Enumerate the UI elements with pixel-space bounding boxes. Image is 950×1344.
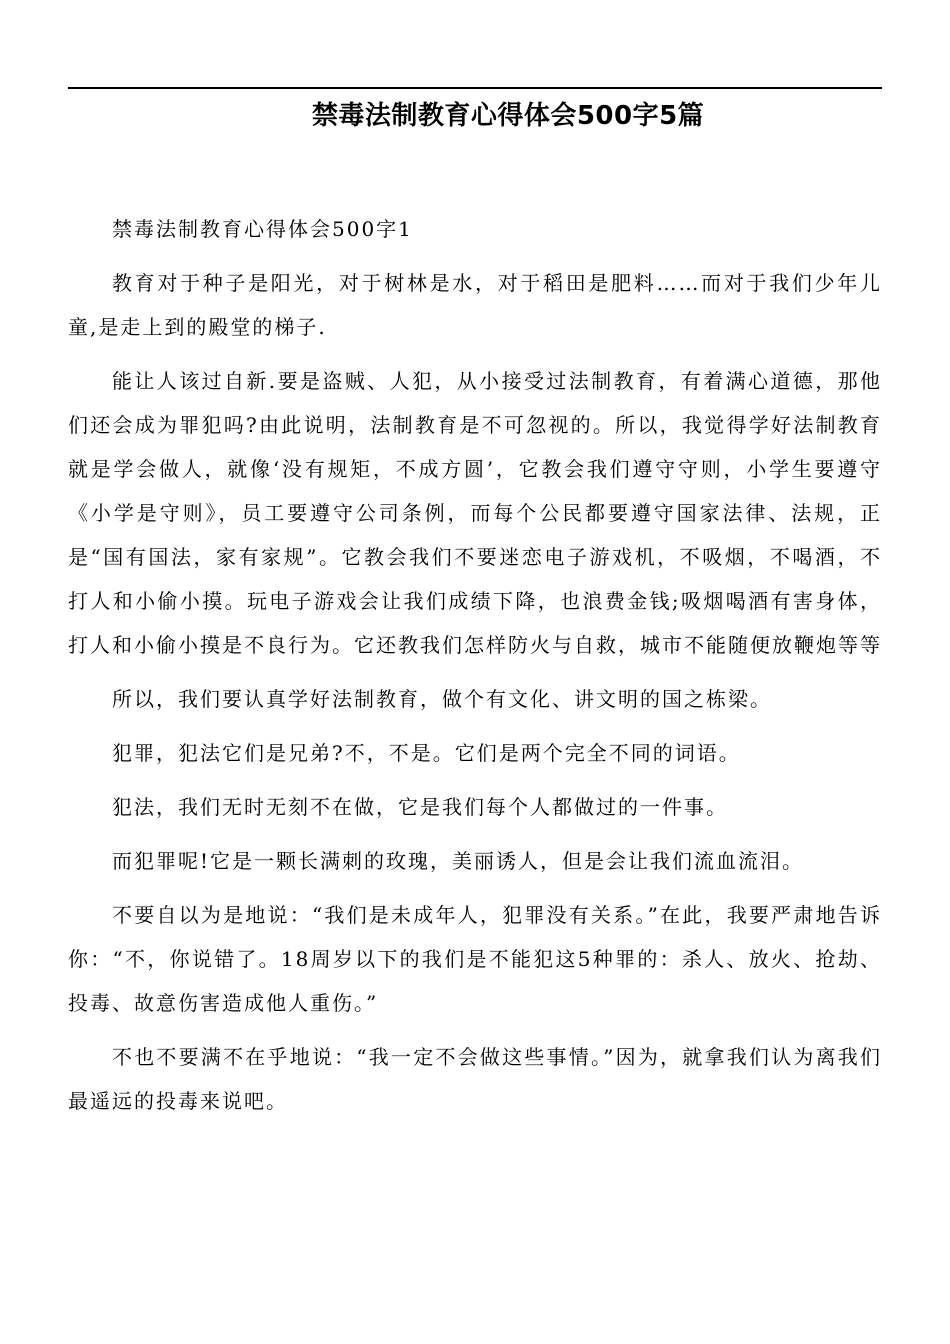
header-rule <box>68 87 882 89</box>
body-paragraph: 而犯罪呢!它是一颗长满刺的玫瑰，美丽诱人，但是会让我们流血流泪。 <box>112 849 805 873</box>
body-paragraph: 教育对于种子是阳光，对于树林是水，对于稻田是肥料……而对于我们少年儿童,是走上到的殿堂的梯子. <box>68 271 882 339</box>
body-paragraph: 所以，我们要认真学好法制教育，做个有文化、讲文明的国之栋梁。 <box>112 687 772 711</box>
body-paragraph: 犯法，我们无时无刻不在做，它是我们每个人都做过的一件事。 <box>112 795 728 819</box>
document-title: 禁毒法制教育心得体会500字5篇 <box>311 101 705 131</box>
body-paragraph: 不也不要满不在乎地说：“我一定不会做这些事情。”因为，就拿我们认为离我们最遥远的投毒来说吧。 <box>68 1045 882 1113</box>
section-heading: 禁毒法制教育心得体会500字1 <box>112 217 413 241</box>
body-paragraph: 犯罪，犯法它们是兄弟?不，不是。它们是两个完全不同的词语。 <box>112 741 741 765</box>
body-paragraph: 能让人该过自新.要是盗贼、人犯，从小接受过法制教育，有着满心道德，那他们还会成为罪犯吗?由此说明，法制教育是不可忽视的。所以，我觉得学好法制教育就是学会做人，就像‘没有规矩，不成方圆’，它教会我们遵守守则，小学生要遵守《小学是守则》，员工要遵守公司条例，而每个公民都要遵守国家法律、法规，正是“国有国法，家有家规”。它教会我们不要迷恋电子游戏机，不吸烟，不喝酒，不打人和小偷小摸。玩电子游戏会让我们成绩下降，也浪费金钱;吸烟喝酒有害身体，打人和小偷小摸是不良行为。它还教我们怎样防火与自救，城市不能随便放鞭炮等等 <box>68 369 882 657</box>
body-paragraph: 不要自以为是地说：“我们是未成年人，犯罪没有关系。”在此，我要严肃地告诉你：“不，你说错了。18周岁以下的我们是不能犯这5种罪的：杀人、放火、抢劫、投毒、故意伤害造成他人重伤。” <box>68 903 882 1015</box>
document-body <box>68 207 882 1133</box>
